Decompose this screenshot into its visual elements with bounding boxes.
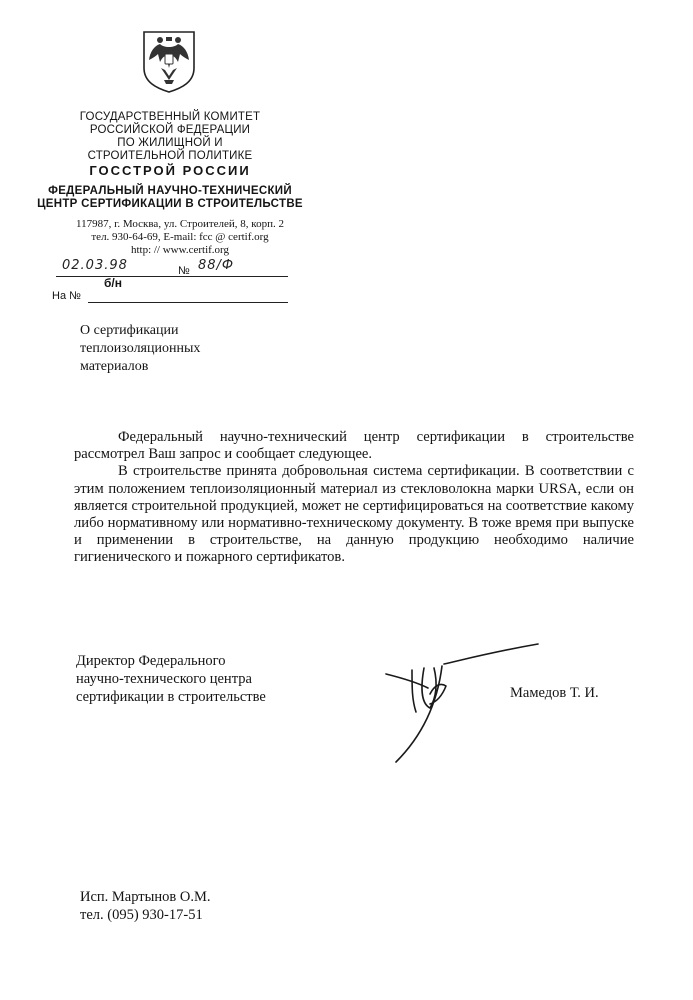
outgoing-number: 88/Ф [198, 258, 235, 273]
position-line: Директор Федерального [76, 653, 226, 669]
ministry-name-block [40, 111, 300, 163]
website-line: http: // www.certif.org [130, 244, 230, 256]
subject-line: О сертификации [80, 323, 179, 338]
address-block [60, 218, 300, 257]
subject-line: теплоизоляционных [80, 341, 201, 356]
date-number-underline [56, 276, 288, 277]
center-name-line: ФЕДЕРАЛЬНЫЙ НАУЧНО-ТЕХНИЧЕСКИЙ [48, 185, 292, 197]
number-sign: № [178, 265, 190, 277]
center-name-block [30, 185, 310, 211]
phone-email-line: тел. 930-64-69, E-mail: fcc @ certif.org [91, 231, 269, 243]
letter-body [74, 429, 634, 567]
executor-name: Исп. Мартынов О.М. [80, 889, 211, 905]
center-name-line: ЦЕНТР СЕРТИФИКАЦИИ В СТРОИТЕЛЬСТВЕ [37, 198, 303, 210]
subject-line: материалов [80, 359, 149, 374]
reference-number-underline [88, 302, 288, 303]
letter-subject [80, 322, 200, 376]
signatory-name: Мамедов Т. И. [510, 685, 599, 701]
gosstroy-title: ГОССТРОЙ РОССИИ [89, 163, 251, 178]
position-line: сертификации в строительстве [76, 689, 266, 705]
executor-phone: тел. (095) 930-17-51 [80, 907, 203, 923]
body-paragraph: Федеральный научно-технический центр сертификации в строительстве рассмотрел Ваш запрос и сообщает следующее. [74, 429, 634, 463]
signatory-position [76, 652, 266, 706]
ministry-line: СТРОИТЕЛЬНОЙ ПОЛИТИКЕ [87, 150, 253, 162]
executor-info [80, 888, 210, 924]
handwritten-signature [382, 638, 542, 768]
ministry-line: ПО ЖИЛИЩНОЙ И [117, 137, 223, 149]
ministry-line: ГОСУДАРСТВЕННЫЙ КОМИТЕТ [79, 111, 261, 123]
coat-of-arms-emblem [138, 28, 200, 94]
position-line: научно-технического центра [76, 671, 252, 687]
address-line: 117987, г. Москва, ул. Строителей, 8, корп. 2 [76, 218, 284, 230]
reference-number-label: На № [52, 290, 81, 302]
ministry-line: РОССИЙСКОЙ ФЕДЕРАЦИИ [89, 124, 251, 136]
bn-label: б/н [104, 276, 122, 290]
body-paragraph: В строительстве принята добровольная система сертификации. В соответствии с этим положением теплоизоляционный материал из стекловолокна марки URSA, если он является строительной продукцией, может не сертифицироваться на соответствие какому либо нормативному или нормативно-техническому документу. В тоже время при выпуске и применении в строительстве, на данную продукцию необходимо наличие гигиенического и пожарного сертификатов. [74, 463, 634, 566]
outgoing-date: 02.03.98 [62, 258, 128, 273]
